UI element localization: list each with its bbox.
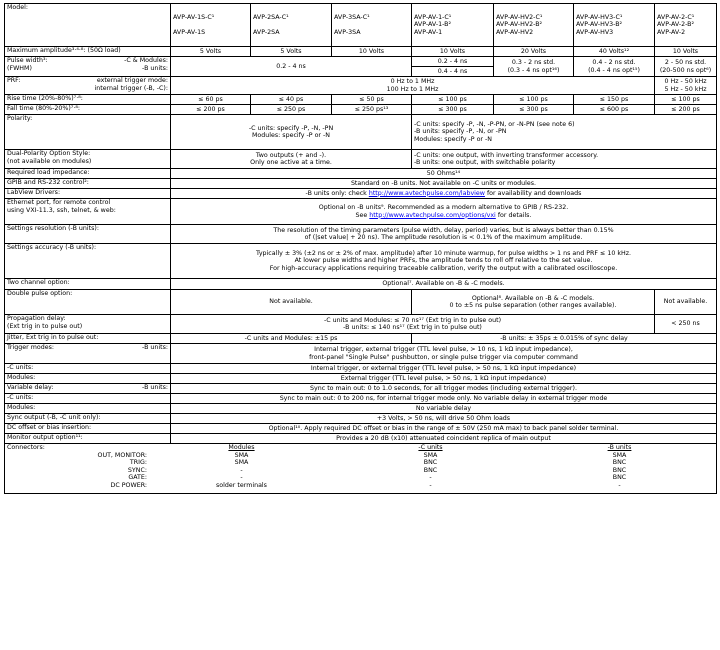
model-av-1: AVP-AV-1-C¹ AVP-AV-1-B² AVP-AV-1	[412, 4, 494, 47]
model-av-hv2: AVP-AV-HV2-C¹ AVP-AV-HV2-B² AVP-AV-HV2	[494, 4, 574, 47]
propagation-value: -C units and Modules: ≤ 70 ns¹⁷ (Ext trig in to pulse out) -B units: ≤ 140 ns¹⁷ (Ext trig in to pulse out)	[171, 315, 655, 334]
connectors-label: Connectors:	[7, 444, 45, 451]
prf-int-value: 100 Hz to 1 MHz	[171, 86, 655, 95]
variable-delay-label: Variable delay: -B units:	[5, 384, 171, 394]
rise-time-value: ≤ 100 ps	[655, 95, 717, 105]
dc-offset-label: DC offset or bias insertion:	[5, 424, 171, 434]
amplitude-value: 40 Volts¹²	[574, 47, 655, 57]
jitter-label: Jitter, Ext trig in to pulse out:	[5, 334, 171, 344]
connectors-block	[5, 444, 717, 494]
polarity-label: Polarity:	[5, 115, 171, 150]
connector-col-modules: Modules SMA SMA - - solder terminals	[216, 444, 267, 489]
trigger-c-label: -C units:	[5, 364, 171, 374]
pulse-width-row	[5, 57, 717, 67]
fall-time-value: ≤ 250 ps¹³	[332, 105, 412, 115]
prf-label: PRF: external trigger mode: internal trigger (-B, -C):	[5, 77, 171, 95]
rise-time-value: ≤ 40 ps	[251, 95, 332, 105]
model-av-2: AVP-AV-2-C¹ AVP-AV-2-B² AVP-AV-2	[655, 4, 717, 47]
ethernet-value: Optional on -B units⁹. Recommended as a modern alternative to GPIB / RS-232. See http://www.avtechpulse.com/options/vxi for details.	[171, 199, 717, 225]
pulse-width-value: 2 - 50 ns std. (20-500 ns opt⁶)	[655, 57, 717, 77]
connectors-row	[5, 444, 717, 494]
prf-row	[5, 77, 717, 86]
monitor-row	[5, 434, 717, 444]
resolution-value: The resolution of the timing parameters (pulse width, delay, period) varies, but is always better than 0.15% of (|set value| + 20 ns). The amplitude resolution is < 0.1% of the maximum amplitude.	[171, 225, 717, 244]
accuracy-row	[5, 244, 717, 279]
model-3sa: AVP-3SA-C¹ AVP-3SA	[332, 4, 412, 47]
connector-names: Connectors: OUT, MONITOR: TRIG: SYNC: GATE: DC POWER:	[7, 444, 147, 489]
jitter-left: -C units and Modules: ±15 ps	[171, 334, 412, 344]
polarity-right: -C units: specify -P, -N, -P-PN, or -N-PN (see note 6) -B units: specify -P, -N, or -PN Modules: specify -P or -N	[412, 115, 717, 150]
vxi-link[interactable]: http://www.avtechpulse.com/options/vxi	[369, 211, 496, 219]
labview-label: LabView Drivers:	[5, 189, 171, 199]
trigger-b-value: Internal trigger, external trigger (TTL level pulse, > 10 ns, 1 kΩ input impedance), front-panel "Single Pulse" pushbutton, or single pulse trigger via computer command	[171, 344, 717, 364]
double-pulse-left: Not available.	[171, 290, 412, 315]
labview-row	[5, 189, 717, 199]
amplitude-label: Maximum amplitude³·⁴·⁸: (50Ω load)	[5, 47, 171, 57]
jitter-row	[5, 334, 717, 344]
amplitude-value: 10 Volts	[655, 47, 717, 57]
labview-value: -B units only: check http://www.avtechpulse.com/labview for availability and downloads	[171, 189, 717, 199]
model-av-hv3: AVP-AV-HV3-C¹ AVP-AV-HV3-B² AVP-AV-HV3	[574, 4, 655, 47]
connector-col-b-units: -B units SMA BNC BNC BNC -	[607, 444, 632, 489]
trigger-label: Trigger modes: -B units:	[5, 344, 171, 364]
dual-polarity-row	[5, 150, 717, 169]
fall-time-value: ≤ 300 ps	[494, 105, 574, 115]
amplitude-value: 20 Volts	[494, 47, 574, 57]
amplitude-value: 5 Volts	[171, 47, 251, 57]
accuracy-value: Typically ± 3% (±2 ns or ± 2% of max. amplitude) after 10 minute warmup, for pulse widths > 1 ns and PRF ≤ 10 kHz. At lower pulse widths and higher PRFs, the amplitude tends to roll off relative to the set value. For high-accuracy applications requiring traceable calibration, verify the output with a calibrated oscilloscope.	[171, 244, 717, 279]
gpib-label: GPIB and RS-232 control²:	[5, 179, 171, 189]
fall-time-value: ≤ 300 ps	[412, 105, 494, 115]
load-value: 50 Ohms¹⁴	[171, 169, 717, 179]
accuracy-label: Settings accuracy (-B units):	[5, 244, 171, 279]
dual-polarity-left: Two outputs (+ and -). Only one active at a time.	[171, 150, 412, 169]
trigger-row-b	[5, 344, 717, 364]
model-av-1s: AVP-AV-1S-C¹ AVP-AV-1S	[171, 4, 251, 47]
propagation-av2: < 250 ns	[655, 315, 717, 334]
dual-polarity-label: Dual-Polarity Option Style: (not available on modules)	[5, 150, 171, 169]
resolution-label: Settings resolution (-B units):	[5, 225, 171, 244]
variable-delay-b-value: Sync to main out: 0 to 1.0 seconds, for all trigger modes (including external trigger).	[171, 384, 717, 394]
jitter-right: -B units: ± 35ps ± 0.015% of sync delay	[412, 334, 717, 344]
ethernet-row	[5, 199, 717, 225]
pulse-width-value: 0.4 - 4 ns	[412, 67, 494, 77]
pulse-width-label: Pulse width³: -C & Modules: (FWHM) -B units:	[5, 57, 171, 77]
model-2sa: AVP-2SA-C¹ AVP-2SA	[251, 4, 332, 47]
fall-time-label: Fall time (80%-20%)⁷·⁸:	[5, 105, 171, 115]
trigger-mod-label: Modules:	[5, 374, 171, 384]
fall-time-value: ≤ 600 ps	[574, 105, 655, 115]
ethernet-label: Ethernet port, for remote control using VXI-11.3, ssh, telnet, & web:	[5, 199, 171, 225]
sync-label: Sync output (-B, -C unit only):	[5, 414, 171, 424]
double-pulse-row	[5, 290, 717, 315]
rise-time-row	[5, 95, 717, 105]
trigger-mod-value: External trigger (TTL level pulse, > 50 ns, 1 kΩ input impedance)	[171, 374, 717, 384]
pulse-width-value: 0.2 - 4 ns	[171, 57, 412, 77]
sync-value: +3 Volts, > 50 ns, will drive 50 Ohm loads	[171, 414, 717, 424]
gpib-value: Standard on -B units. Not available on -C units or modules.	[171, 179, 717, 189]
two-channel-label: Two channel option:	[5, 279, 171, 290]
amplitude-value: 5 Volts	[251, 47, 332, 57]
dc-offset-row	[5, 424, 717, 434]
rise-time-value: ≤ 100 ps	[494, 95, 574, 105]
prf-av2-ext: 0 Hz - 50 kHz	[655, 77, 717, 86]
pulse-width-value: 0.4 - 2 ns std. (0.4 - 4 ns opt¹⁵)	[574, 57, 655, 77]
polarity-left: -C units: specify -P, -N, -PN Modules: specify -P or -N	[171, 115, 412, 150]
model-row	[5, 4, 717, 47]
polarity-row	[5, 115, 717, 150]
rise-time-value: ≤ 50 ps	[332, 95, 412, 105]
trigger-row-c	[5, 364, 717, 374]
resolution-row	[5, 225, 717, 244]
dc-offset-value: Optional¹⁰. Apply required DC offset or bias in the range of ± 50V (250 mA max) to back panel solder terminal.	[171, 424, 717, 434]
variable-delay-row-mod	[5, 404, 717, 414]
variable-delay-row-c	[5, 394, 717, 404]
monitor-value: Provides a 20 dB (x10) attenuated coincident replica of main output	[171, 434, 717, 444]
fall-time-value: ≤ 200 ps	[655, 105, 717, 115]
two-channel-value: Optional⁷. Available on -B & -C models.	[171, 279, 717, 290]
trigger-c-value: Internal trigger, or external trigger (TTL level pulse, > 50 ns, 1 kΩ input impedance)	[171, 364, 717, 374]
variable-delay-c-value: Sync to main out: 0 to 200 ns, for internal trigger mode only. No variable delay in external trigger mode	[171, 394, 717, 404]
dual-polarity-right: -C units: one output, with inverting transformer accessory. -B units: one output, with switchable polarity	[412, 150, 717, 169]
propagation-row	[5, 315, 717, 334]
load-row	[5, 169, 717, 179]
propagation-label: Propagation delay: (Ext trig in to pulse out)	[5, 315, 171, 334]
fall-time-value: ≤ 250 ps	[251, 105, 332, 115]
rise-time-value: ≤ 100 ps	[412, 95, 494, 105]
double-pulse-right: Not available.	[655, 290, 717, 315]
trigger-row-mod	[5, 374, 717, 384]
rise-time-value: ≤ 150 ps	[574, 95, 655, 105]
amplitude-row	[5, 47, 717, 57]
prf-av2-int: 5 Hz - 50 kHz	[655, 86, 717, 95]
variable-delay-mod-value: No variable delay	[171, 404, 717, 414]
model-label: Model:	[5, 4, 171, 47]
fall-time-value: ≤ 200 ps	[171, 105, 251, 115]
pulse-width-value: 0.3 - 2 ns std. (0.3 - 4 ns opt¹⁶)	[494, 57, 574, 77]
prf-ext-value: 0 Hz to 1 MHz	[171, 77, 655, 86]
amplitude-value: 10 Volts	[332, 47, 412, 57]
sync-row	[5, 414, 717, 424]
labview-link[interactable]: http://www.avtechpulse.com/labview	[368, 189, 485, 197]
gpib-row	[5, 179, 717, 189]
rise-time-value: ≤ 60 ps	[171, 95, 251, 105]
fall-time-row	[5, 105, 717, 115]
connector-col-c-units: -C units SMA BNC BNC - -	[418, 444, 443, 489]
pulse-width-value: 0.2 - 4 ns	[412, 57, 494, 67]
rise-time-label: Rise time (20%-80%)⁷·⁸:	[5, 95, 171, 105]
amplitude-value: 10 Volts	[412, 47, 494, 57]
double-pulse-label: Double pulse option:	[5, 290, 171, 315]
variable-delay-c-label: -C units:	[5, 394, 171, 404]
double-pulse-mid: Optional⁸. Available on -B & -C models. 0 to ±5 ns pulse separation (other ranges available).	[412, 290, 655, 315]
variable-delay-mod-label: Modules:	[5, 404, 171, 414]
two-channel-row	[5, 279, 717, 290]
spec-table	[4, 3, 717, 494]
variable-delay-row-b	[5, 384, 717, 394]
load-label: Required load impedance:	[5, 169, 171, 179]
monitor-label: Monitor output option¹¹:	[5, 434, 171, 444]
